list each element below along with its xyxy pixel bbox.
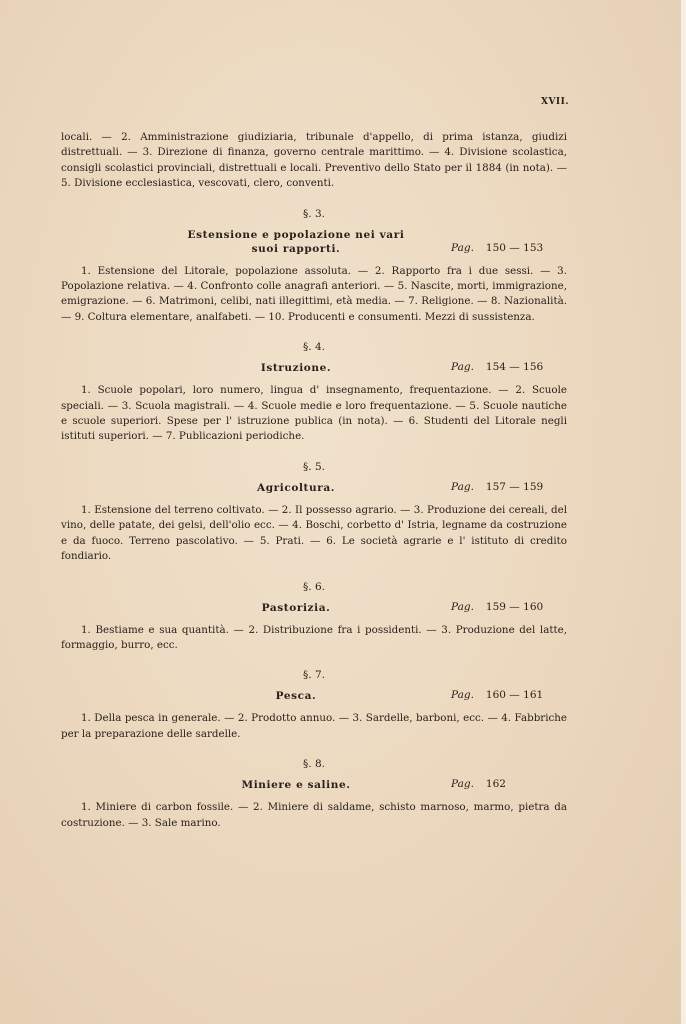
pag-label: Pag. bbox=[451, 600, 474, 613]
section-title-7: Pesca. bbox=[275, 690, 317, 703]
section-title-3-line1: Estensione e popolazione nei vari bbox=[187, 228, 405, 241]
pag-label: Pag. bbox=[451, 778, 474, 791]
section-heading-3 bbox=[61, 228, 567, 258]
page-reference-3 bbox=[451, 242, 543, 254]
section-number-7: §. 7. bbox=[303, 669, 325, 682]
section-body-7: 1. Della pesca in generale. — 2. Prodotto annuo. — 3. Sardelle, barboni, ecc. — 4. Fabbriche per la preparazione delle sardelle. bbox=[61, 712, 567, 740]
section-heading-6 bbox=[61, 601, 567, 617]
pag-label: Pag. bbox=[451, 241, 474, 254]
section-number-3: §. 3. bbox=[303, 207, 325, 220]
section-title-6: Pastorizia. bbox=[261, 601, 331, 614]
section-heading-4 bbox=[61, 361, 567, 377]
page-reference-7 bbox=[451, 689, 543, 701]
page-reference-6 bbox=[451, 601, 543, 613]
section-number-8: §. 8. bbox=[303, 758, 325, 771]
section-number-6: §. 6. bbox=[303, 580, 325, 593]
section-body-5: 1. Estensione del terreno coltivato. — 2. Il possesso agrario. — 3. Produzione dei cereali, del vino, delle patate, dei gelsi, dell'olio ecc. — 4. Boschi, corbetto d' Istria, legname da costruzione e da fuoco. Terreno pascolativo. — 5. Prati. — 6. Le società agrarie e l' istituto di credito fondiario. bbox=[61, 503, 567, 563]
section-title-4: Istruzione. bbox=[260, 362, 332, 375]
section-body-8: 1. Miniere di carbon fossile. — 2. Miniere di saldame, schisto marnoso, marmo, pietra da costruzione. — 3. Sale marino. bbox=[61, 801, 567, 829]
page-reference-5 bbox=[451, 481, 543, 493]
section-title-8: Miniere e saline. bbox=[241, 779, 351, 792]
page-range: 162 bbox=[485, 778, 506, 791]
section-heading-5 bbox=[61, 481, 567, 497]
page-range: 160 — 161 bbox=[485, 689, 544, 702]
page-reference-4 bbox=[451, 361, 543, 373]
pag-label: Pag. bbox=[451, 689, 474, 702]
intro-paragraph: locali. — 2. Amministrazione giudiziaria, tribunale d'appello, di prima istanza, giudizi distrettuali. — 3. Direzione di finanza, governo centrale marittimo. — 4. Divisione scolastica, consigli scolastici provinciali, distrettuali e locali. Preventivo dello Stato per il 1884 (in nota). — 5. Divisione ecclesiastica, vescovati, clero, conventi. bbox=[61, 131, 567, 190]
pag-label: Pag. bbox=[451, 361, 474, 374]
page-edge bbox=[681, 0, 686, 1024]
section-title-5: Agricoltura. bbox=[256, 481, 336, 494]
section-title-3-line2: suoi rapporti. bbox=[251, 242, 341, 255]
page-reference-8 bbox=[451, 778, 506, 790]
section-number-5: §. 5. bbox=[303, 460, 325, 473]
content bbox=[61, 130, 567, 831]
pag-label: Pag. bbox=[451, 480, 474, 493]
page-range: 159 — 160 bbox=[485, 600, 544, 613]
page-range: 154 — 156 bbox=[485, 361, 544, 374]
page-range: 150 — 153 bbox=[485, 241, 544, 254]
section-number-4: §. 4. bbox=[303, 341, 325, 354]
page-number: XVII. bbox=[540, 97, 569, 107]
section-heading-7 bbox=[61, 689, 567, 705]
section-body-4: 1. Scuole popolari, loro numero, lingua d' insegnamento, frequentazione. — 2. Scuole speciali. — 3. Scuola magistrali. — 4. Scuole medie e loro frequentazione. — 5. Scuole nautiche e scuole superiori. Spese per l' istruzione publica (in nota). — 6. Studenti del Litorale negli istituti superiori. — 7. Publicazioni periodiche. bbox=[61, 384, 567, 443]
section-body-3: 1. Estensione del Litorale, popolazione assoluta. — 2. Rapporto fra i due sessi. — 3. Popolazione relativa. — 4. Confronto colle anagrafi anteriori. — 5. Nascite, morti, immigrazione, emigrazione. — 6. Matrimoni, celibi, nati illegittimi, età media. — 7. Religione. — 8. Nazionalità. — 9. Coltura elementare, analfabeti. — 10. Producenti e consumenti. Mezzi di sussistenza. bbox=[61, 264, 567, 323]
section-heading-8 bbox=[61, 778, 567, 794]
section-body-6: 1. Bestiame e sua quantità. — 2. Distribuzione fra i possidenti. — 3. Produzione del latte, formaggio, burro, ecc. bbox=[61, 623, 567, 651]
page-range: 157 — 159 bbox=[485, 480, 544, 493]
